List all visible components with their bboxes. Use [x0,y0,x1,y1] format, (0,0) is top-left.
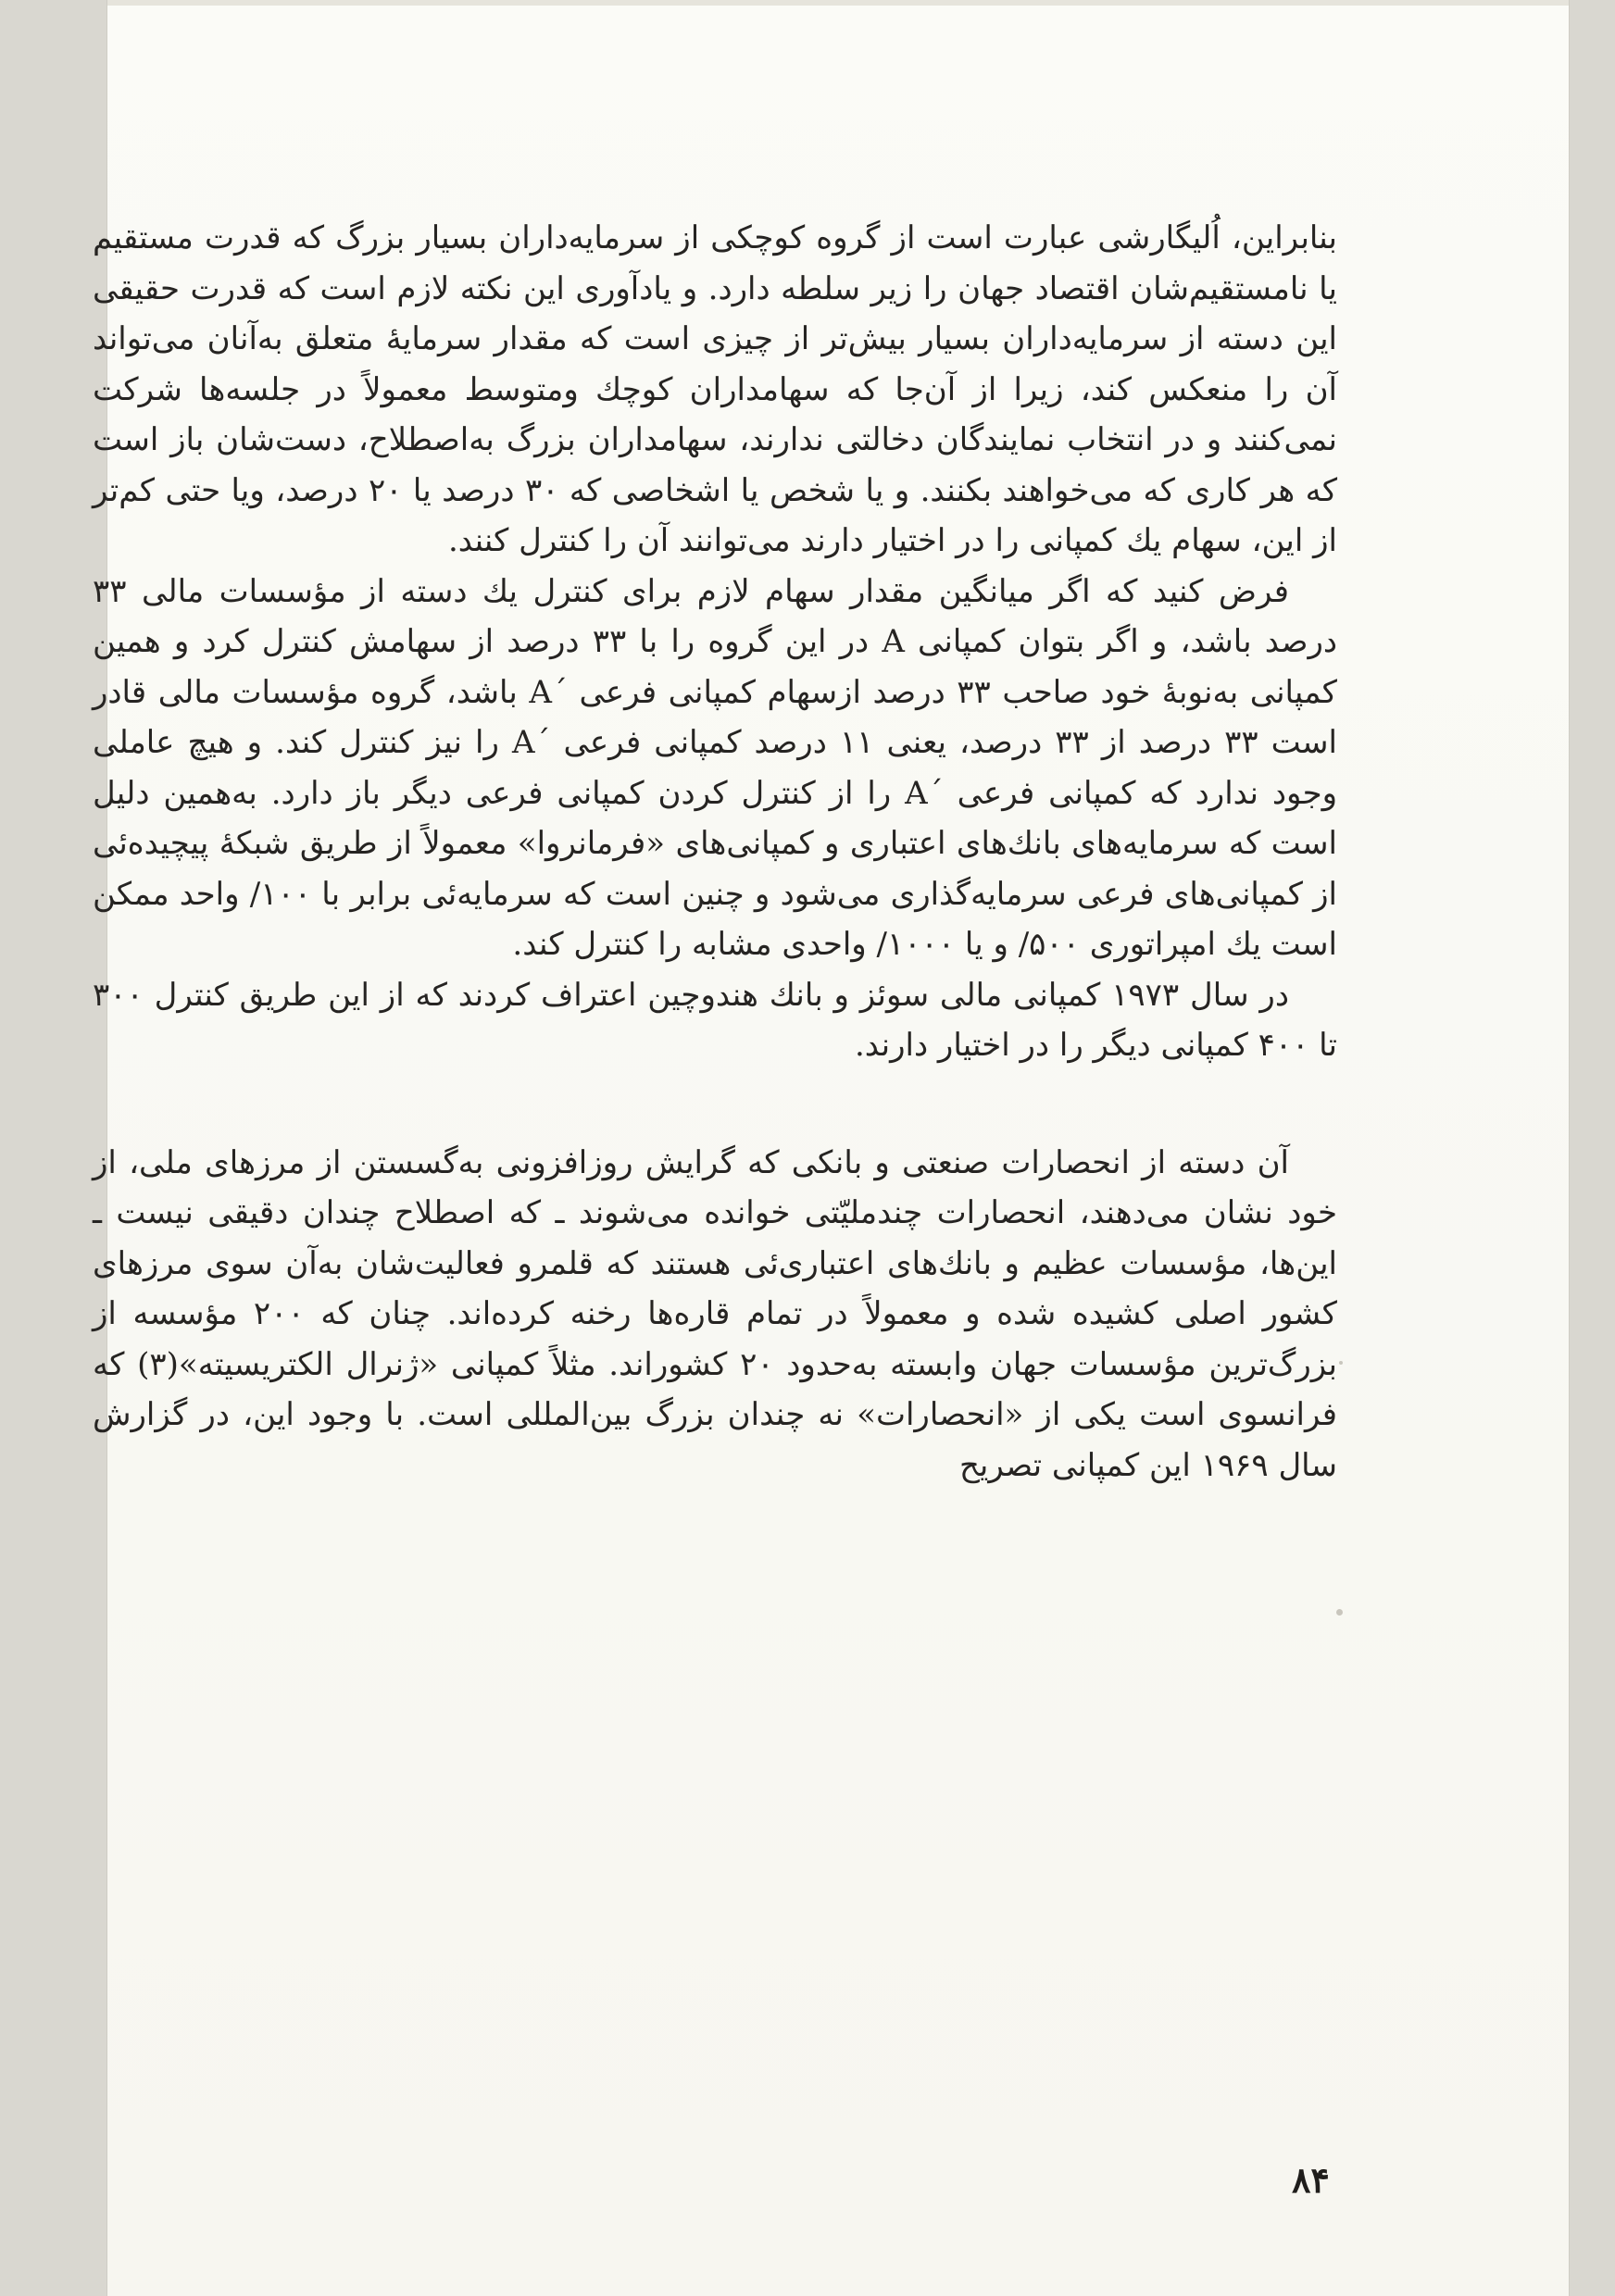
section-break [93,1071,1337,1138]
paper-speck [1339,1361,1343,1365]
paragraph: در سال ۱۹۷۳ کمپانی مالی سوئز و بانك هندوچین اعتراف کردند که از این طریق کنترل ۳۰۰ تا ۴۰۰ کمپانی دیگر را در اختیار دارند. [93,976,1337,1064]
paragraph: فرض کنید که اگر میانگین مقدار سهام لازم برای کنترل یك دسته از مؤسسات مالی ۳۳ درصد باشد، و اگر بتوان کمپانی A در این گروه را با ۳۳ درصد از سهامش کنترل کرد و همین کمپانی به‌نوبهٔ خود صاحب ۳۳ درصد ازسهام کمپانی فرعی ´A باشد، گروه مؤسسات مالی قادر است ۳۳ درصد از ۳۳ درصد، یعنی ۱۱ درصد کمپانی فرعی ´A را نیز کنترل کند. و هیچ عاملی وجود ندارد که کمپانی فرعی ´A را از کنترل کردن کمپانی فرعی دیگر باز دارد. به‌همین دلیل است که سرمایه‌های بانك‌های اعتباری و کمپانی‌های «فرمانروا» معمولاً از طریق شبکهٔ پیچیده‌ئی از کمپانی‌های فرعی سرمایه‌گذاری می‌شود و چنین است که سرمایه‌ئی برابر با ۱۰۰/ واحد ممکن است یك امپراتوری ۵۰۰/ و یا ۱۰۰۰/ واحدی مشابه را کنترل کند. [93,572,1338,963]
paper-speck [1336,1609,1343,1616]
page-top-edge [107,0,1569,6]
paragraph: بنابراین، اُلیگارشی عبارت است از گروه کوچکی از سرمایه‌داران بسیار بزرگ که قدرت مستقیم یا نامستقیم‌شان اقتصاد جهان را زیر سلطه دارد. و یادآوری این نکته لازم است که قدرت حقیقی این دسته از سرمایه‌داران بسیار بیش‌تر از چیزی است که مقدار سرمایهٔ متعلق به‌آنان می‌تواند آن را منعکس کند، زیرا از آن‌جا که سهامداران کوچك ومتوسط معمولاً در جلسه‌ها شرکت نمی‌کنند و در انتخاب نمایندگان دخالتی ندارند، سهامداران بزرگ به‌اصطلاح، دست‌شان باز است که هر کاری که می‌خواهند بکنند. و یا شخص یا اشخاصی که ۳۰ درصد یا ۲۰ درصد، ویا حتی کم‌تر از این، سهام یك کمپانی را در اختیار دارند می‌توانند آن را کنترل کنند. [93,219,1337,559]
body-text [93,213,1337,1491]
paragraph: آن دسته از انحصارات صنعتی و بانکی که گرایش روزافزونی به‌گسستن از مرزهای ملی، از خود نشان می‌دهند، انحصارات چندملیّتی خوانده می‌شوند ـ که اصطلاح چندان دقیقی نیست ـ این‌ها، مؤسسات عظیم و بانك‌های اعتباری‌ئی هستند که قلمرو فعالیت‌شان به‌آن سوی مرزهای کشور اصلی کشیده شده و معمولاً در تمام قاره‌ها رخنه کرده‌اند. چنان که ۲۰۰ مؤسسه از بزرگ‌ترین مؤسسات جهان وابسته به‌حدود ۲۰ کشوراند. مثلاً کمپانی «ژنرال الکتریسیته»(۳) که فرانسوی است یکی از «انحصارات» نه چندان بزرگ بین‌المللی است. با وجود این، در گزارش سال ۱۹۶۹ این کمپانی تصریح [93,1143,1337,1484]
page-number: ۸۴ [1292,2159,1330,2201]
